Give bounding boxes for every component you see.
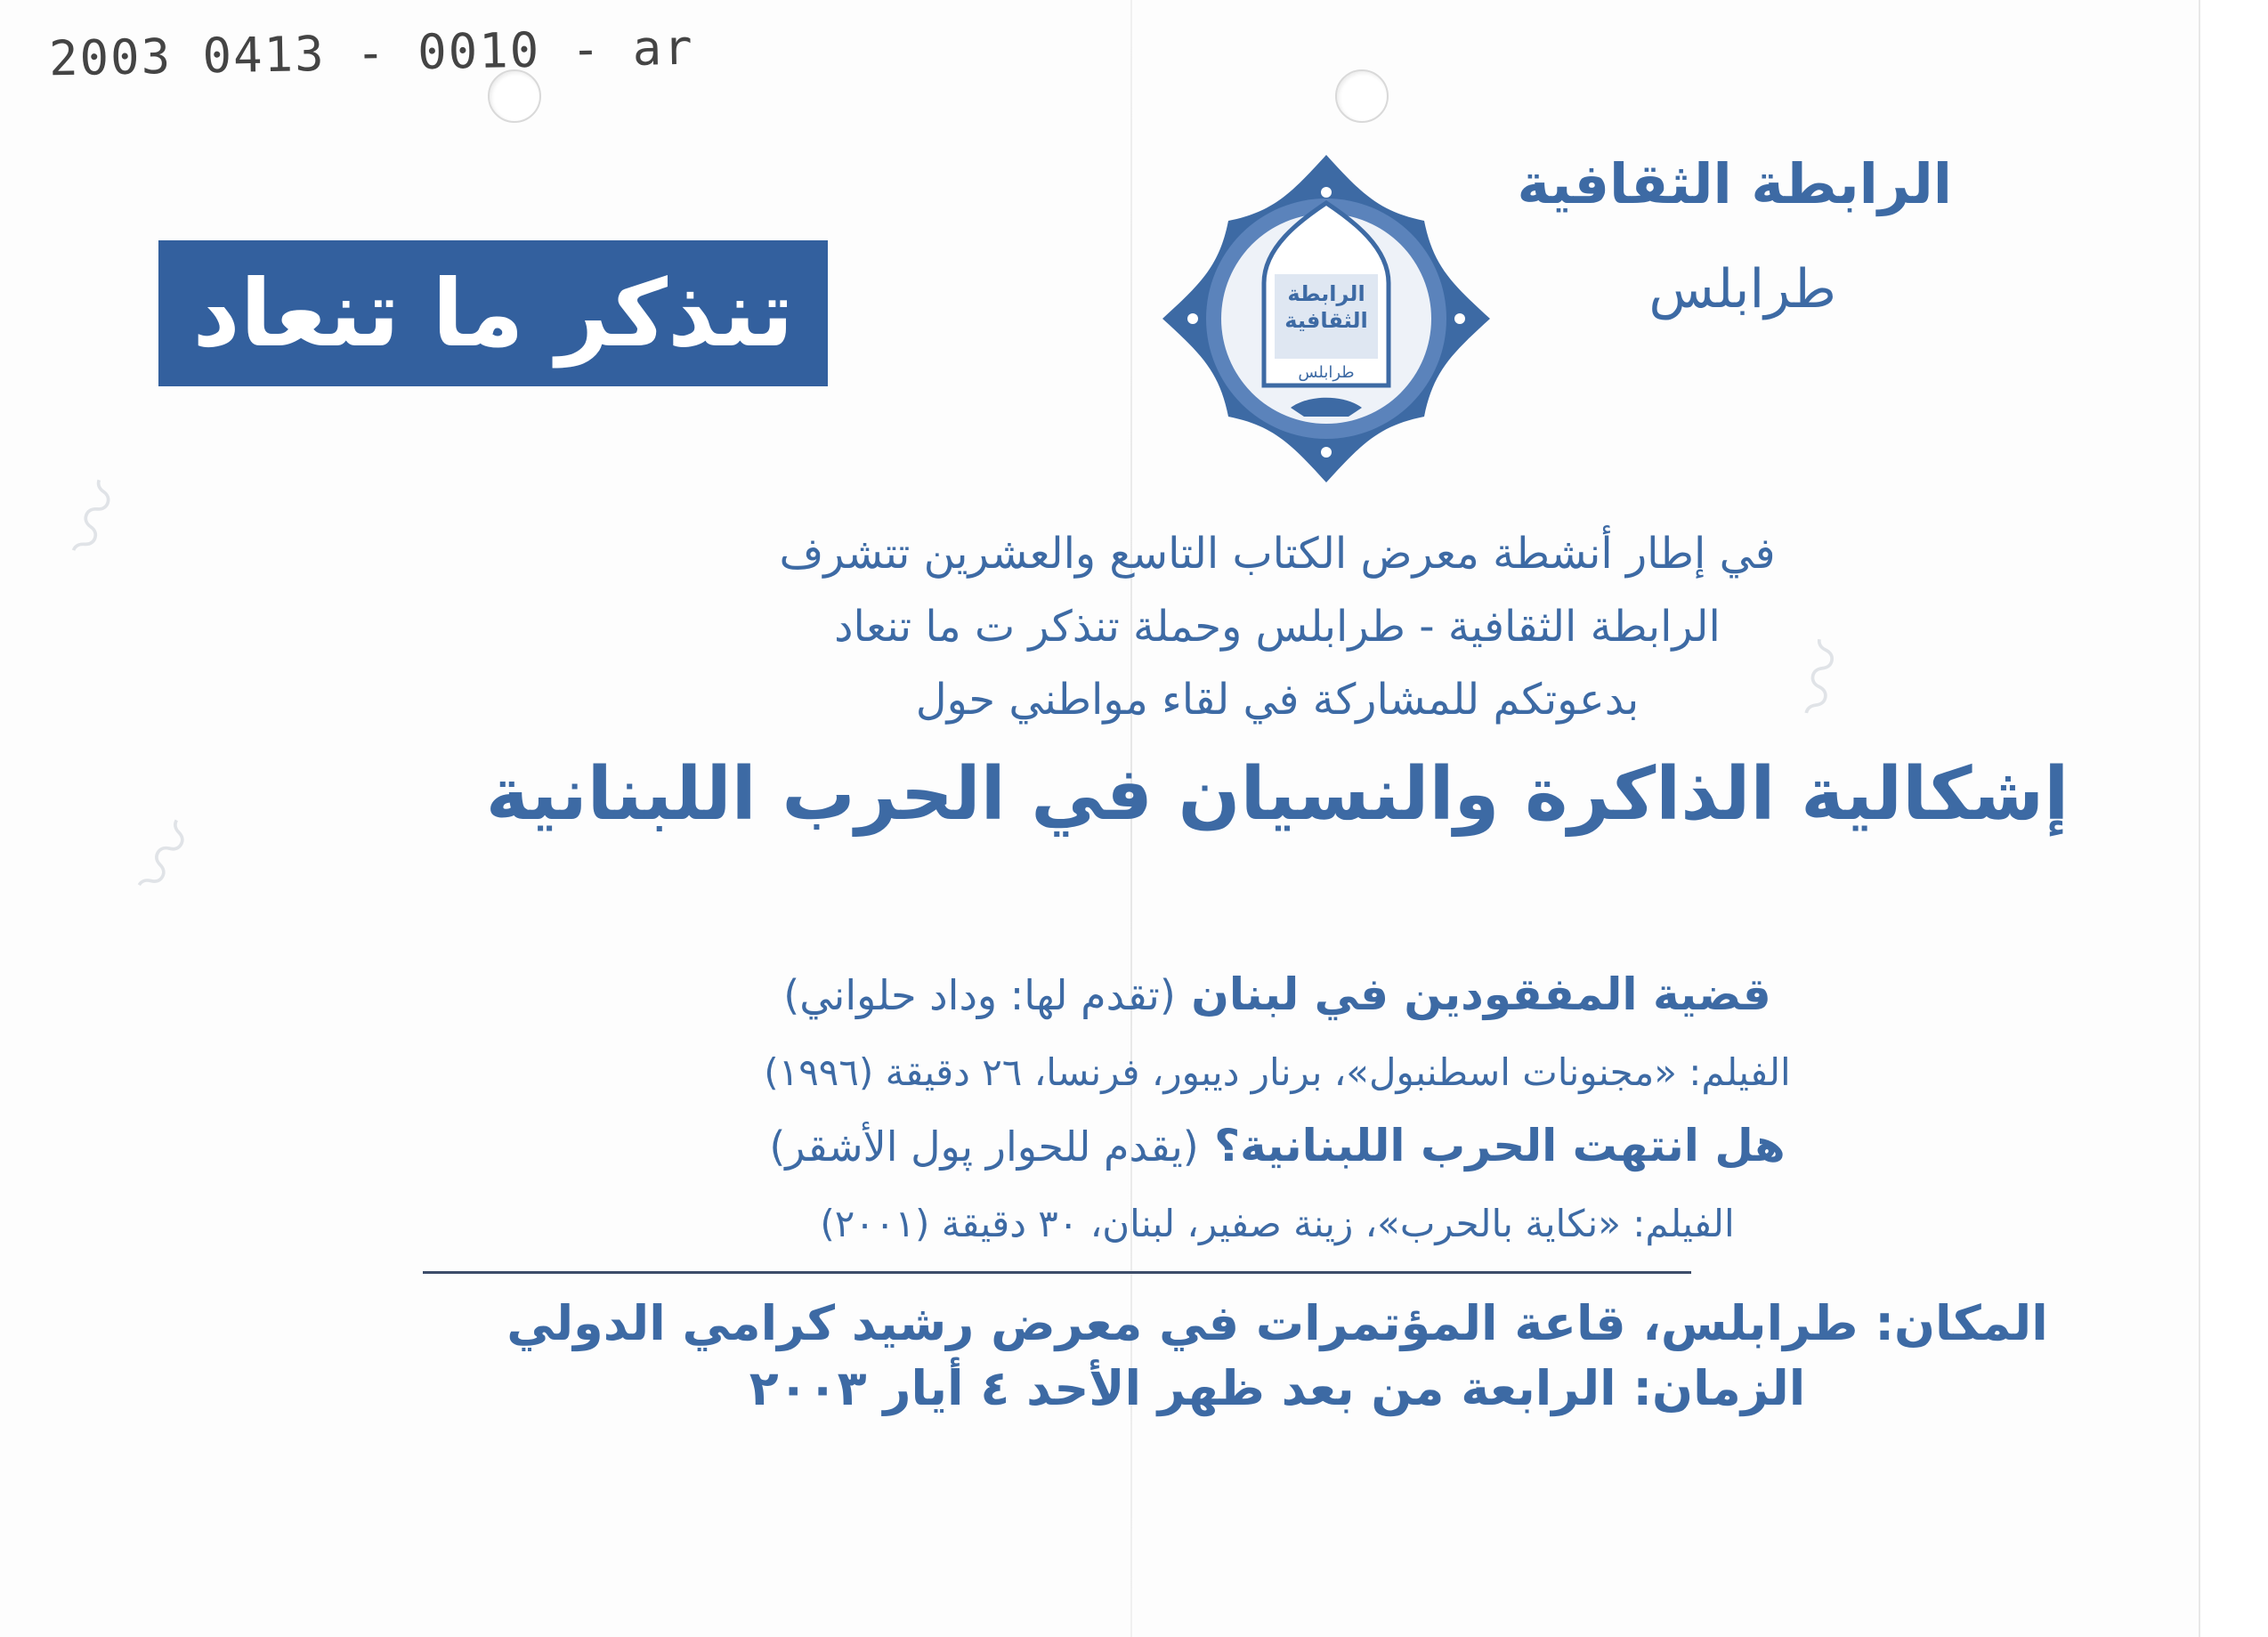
emblem-text-line: الرابطة	[1287, 281, 1365, 306]
punch-hole	[1335, 69, 1389, 123]
program-topic: هل انتهت الحرب اللبنانية؟	[1214, 1120, 1786, 1171]
time-value: الرابعة من بعد ظهر الأحد ٤ أيار ٢٠٠٣	[749, 1360, 1616, 1416]
program-film: الفيلم: «نكاية بالحرب»، زينة صفير، لبنان، ٣٠ دقيقة (٢٠٠١)	[820, 1202, 1735, 1245]
divider-rule	[423, 1271, 1691, 1274]
campaign-banner	[158, 240, 828, 386]
organization-city: طرابلس	[1648, 258, 1836, 320]
program-film: الفيلم: «مجنونات اسطنبول»، برنار ديبور، فرنسا، ٢٦ دقيقة (١٩٩٦)	[764, 1050, 1791, 1094]
event-place	[178, 1295, 2268, 1351]
intro-line: في إطار أنشطة معرض الكتاب التاسع والعشرين تتشرف	[779, 529, 1776, 579]
bleed-through-mark: 〰	[42, 468, 150, 569]
intro-line: بدعوتكم للمشاركة في لقاء مواطني حول	[915, 675, 1640, 725]
emblem-text-line: طرابلس	[1298, 363, 1355, 382]
program-item-title	[178, 1120, 2268, 1171]
program-item-title	[178, 968, 2268, 1020]
program-topic: قضية المفقودين في لبنان	[1191, 968, 1771, 1020]
time-label: الزمان:	[1632, 1360, 1806, 1416]
bleed-through-mark: 〰	[110, 803, 224, 912]
program-presenter: (تقدم لها: وداد حلواني)	[783, 971, 1176, 1019]
place-value: طرابلس، قاعة المؤتمرات في معرض رشيد كرامي الدولي	[506, 1295, 1859, 1351]
emblem-text-line: الثقافية	[1284, 308, 1368, 333]
organization-name: الرابطة الثقافية	[1517, 151, 1952, 216]
program-presenter: (يقدم للحوار پول الأشقر)	[769, 1122, 1199, 1171]
organization-emblem-logo	[1157, 150, 1495, 488]
place-label: المكان:	[1875, 1295, 2048, 1351]
handwritten-archive-reference: 2003 0413 - 0010 - ar	[48, 19, 695, 87]
event-headline: إشكالية الذاكرة والنسيان في الحرب اللبنانية	[485, 752, 2070, 837]
intro-line: الرابطة الثقافية - طرابلس وحملة تنذكر ت ما تنعاد	[834, 602, 1721, 652]
event-time	[178, 1360, 2268, 1416]
campaign-name: تنذكر ما تنعاد	[192, 259, 794, 368]
bleed-through-mark: 〰	[1773, 633, 1873, 723]
